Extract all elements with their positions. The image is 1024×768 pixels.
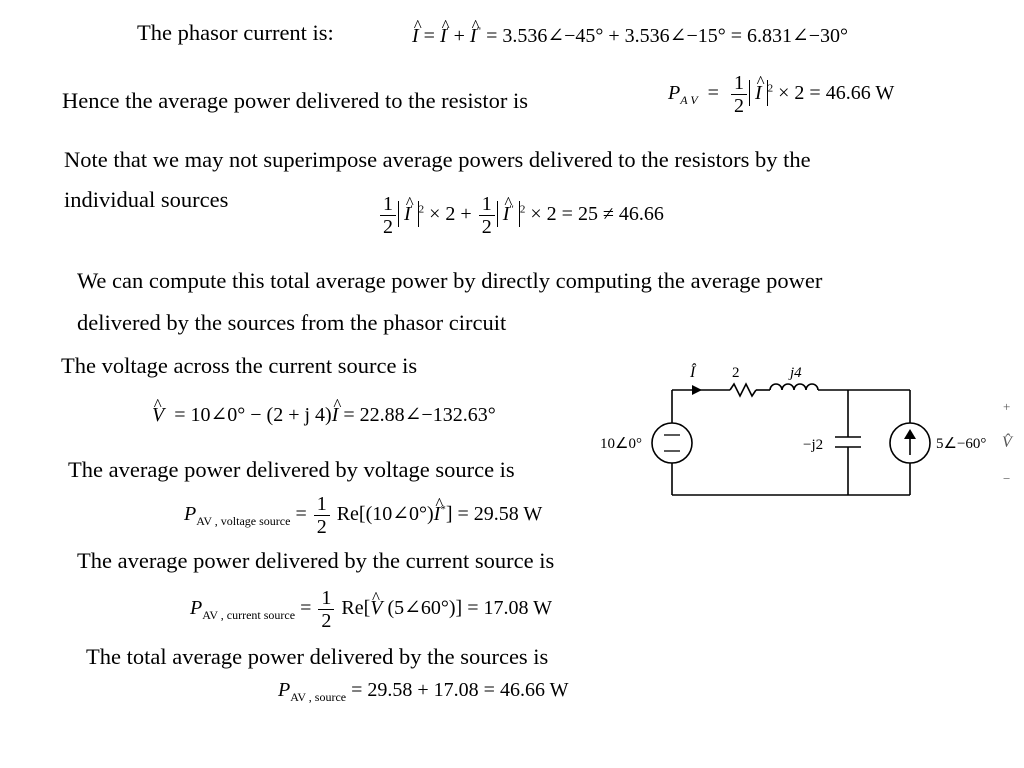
plus-sign: + [1003,399,1011,414]
avg-current-source-text: The average power delivered by the current source is [77,548,555,573]
phasor-current-equation: ^ I = ^ I' + ^ I" = 3.536∠−45° + 3.536∠−15° = 6.831∠−30° [412,26,848,46]
compute-text-line2: delivered by the sources from the phasor circuit [77,310,507,335]
circuit-diagram [590,355,1020,505]
superposition-equation: $\frac{1}{2}$ ^ I' $^2$ × 2 + $\frac{1}{2}$ ^ I" $^2$ × 2 = 25 ≠ 46.66 [378,193,664,238]
power-current-source-equation: $P_{AV , current source}$ = $\frac{1}{2}$ Re[^ V (5∠60°)] = 17.08 W [190,587,552,632]
note-text-line2: individual sources [64,187,229,212]
current-source-label: 5∠−60° [936,436,987,452]
inductor-label: j4 [790,365,802,381]
minus-sign: − [1003,471,1011,486]
power-voltage-source-equation: $P_{AV , voltage source}$ = $\frac{1}{2}$ Re[(10∠0°)^ I*] = 29.58 W [184,493,542,538]
power-resistor-equation: $P_{A V}$ = $\frac{1}{2}$ ^ I $^2$ × 2 = 46.66 W [668,72,894,117]
total-avg-text: The total average power delivered by the sources is [86,644,549,669]
compute-text-line1: We can compute this total average power by directly computing the average power [77,268,823,293]
note-text-line1: Note that we may not superimpose average powers delivered to the resistors by the [64,147,811,172]
resistor-label: 2 [732,365,740,381]
power-resistor-text: Hence the average power delivered to the resistor is [62,88,529,113]
voltage-source-icon [652,423,692,463]
voltage-equation: ^ V = 10∠0° − (2 + j 4)^ I = 22.88∠−132.63° [152,405,496,425]
voltage-label: V̂ [1002,434,1012,451]
avg-voltage-source-text: The average power delivered by voltage source is [68,457,515,482]
current-arrow-icon [692,385,702,395]
current-label: Î [690,364,696,381]
voltage-across-text: The voltage across the current source is [61,353,418,378]
current-source-icon [890,423,930,463]
voltage-source-label: 10∠0° [600,436,642,452]
phasor-intro-text: The phasor current is: [137,20,334,45]
power-source-total-equation: $P_{AV , source} = 29.58 + 17.08 = 46.66$ W [278,679,569,704]
capacitor-label: −j2 [803,437,824,453]
